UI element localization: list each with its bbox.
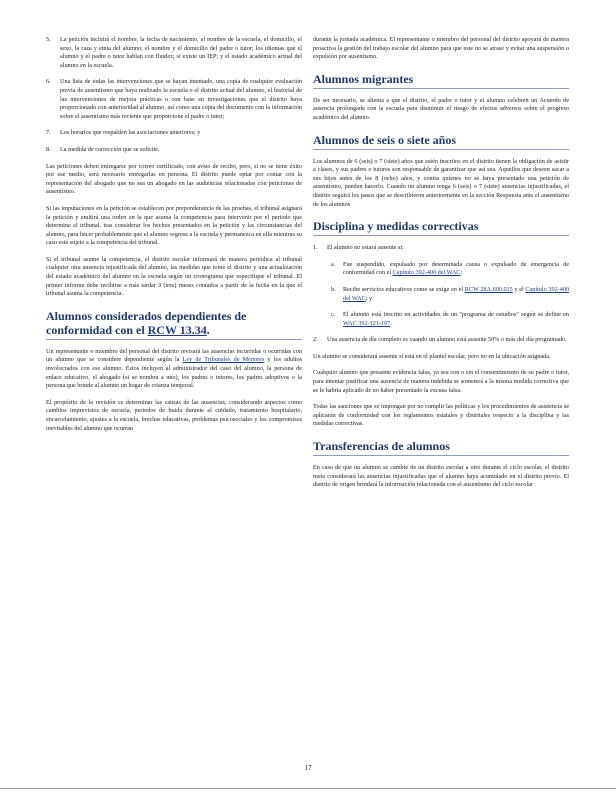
paragraph-academic-day: durante la jornada académica. El representante o miembro del personal del distrito apoyará de manera proactiva la gestión del trabajo escolar del alumno para que este no se atrase y evitar una suspensión o expulsión por ausentismo.	[313, 36, 569, 61]
list-item-6	[46, 78, 302, 121]
sub-letter: b.	[331, 285, 336, 293]
sub-text-part: Recibe servicios educativos como se exige en el	[343, 285, 464, 293]
paragraph-text: Un representante o miembro del personal del distrito revisará las ausencias incurridas o ocurridas con un alumno que se considere dependiente según la	[46, 347, 302, 364]
sub-item-b	[331, 286, 569, 303]
sub-item-c	[331, 311, 569, 328]
heading-dependent-students	[46, 309, 302, 340]
heading-text: Alumnos considerados dependientes de conformidad con el	[46, 308, 247, 337]
heading-transfers: Transferencias de alumnos	[313, 439, 569, 456]
list-number: 7.	[46, 129, 51, 137]
sub-text-part: y el	[514, 285, 524, 293]
paragraph-imputations: Si las imputaciones en la petición se establecen por preponderancia de las pruebas, el tribunal asignará la petición y emitirá una orden en la que asuma la competencia para intervenir por el periodo que determine el tribunal, tras considerar los hechos presentados en la petición y las circunstancias del alumno, para hacer probablemente que el alumno regrese a la escuela y permanezca en ella mientras su caso está sujeto a la competencia del tribunal.	[46, 204, 302, 247]
sub-item-a	[331, 261, 569, 278]
list-text: Una lista de todas las intervenciones que se hayan intentado, una copia de cualquier evaluación previa de ausentismo que haya realizado la escuela o el distrito actual del alumno, el historial de las intervenciones de mejora prácticas o con base en investigaciones que el distrito haya proporcionado con anterioridad al alumno, así como una copia del documento con la información sobre el ausentismo más reciente que proporcione el padre o tutor;	[60, 78, 302, 120]
sub-text-part: .	[390, 319, 392, 327]
juvenile-court-law-link[interactable]: Ley de Tribunales de Menores	[182, 356, 265, 364]
heading-period: .	[206, 322, 210, 337]
list-item-7	[46, 129, 302, 138]
paragraph-transfers: En caso de que un alumno se cambie de un distrito escolar a otro durante el ciclo escolar, el distrito meta considerará las ausencias injustificadas que el alumno haya acumulado en el distrito previo. El distrito de origen brindará la información relacionada con el ausentismo del ciclo escolar	[313, 464, 569, 489]
sub-text-part: El alumno está inscrito en actividades de un "programa de estudios" según se define en	[343, 311, 569, 319]
rcw-28a-link[interactable]: RCW 28A.600.015	[464, 285, 513, 293]
wac-392-121-link[interactable]: WAC 392-121-107	[343, 319, 391, 327]
paragraph-six-seven-years: Los alumnos de 6 (seis) o 7 (siete) años que estén inscritos en el distrito tienen la obligación de asistir a clases, y sus padres o tutores son responsable de garantizar que así sea. Aquellos que deseen sacar a sus hijos antes de los 8 (ocho) años, y contra quienes no se haya presentado una petición de ausentismo, pueden hacerlo. Cuando un alumno tenga 6 (seis) o 7 (siete) ausencias injustificadas, el distrito seguirá los pasos que se describieron anteriormente en la sección Respuesta ante el ausentismo de los alumnos	[313, 157, 569, 208]
rcw-13-34-link[interactable]: RCW 13.34	[147, 322, 207, 337]
sub-text-part: Fue suspendido, expulsado por determinada causa o expulsado de emergencia de conformidad con el	[343, 260, 569, 277]
heading-six-seven-years: Alumnos de seis o siete años	[313, 133, 569, 150]
left-column	[46, 36, 302, 441]
paragraph-sanctions: Todas las sanciones que se impongan por no cumplir las políticas y los procedimientos de asistencia se aplicarán de conformidad con los reglamentos estatales y distritales respecto a la disciplina y las medidas correctivas.	[313, 403, 569, 428]
paragraph-migrant: De ser necesario, se alienta a que el distrito, el padre o tutor y el alumno celebren un Acuerdo de ausencia prolongada con la escuela para disminuir el riesgo de efectos adversos sobre el progreso académico del alumno.	[313, 96, 569, 121]
heading-discipline: Disciplina y medidas correctivas	[313, 219, 569, 236]
discipline-item-1	[313, 244, 569, 253]
paragraph-court-competence: Si el tribunal asume la competencia, el distrito escolar informará de manera periódica al tribunal cualquier otra ausencia injustificada del alumno, las medidas que tome el distrito y una actualización del estado académico del alumno en la escuela según un cronograma que especifique el tribunal. El primer informe debe recibirse a más tardar 3 (tres) meses contados a partir de la fecha en la que el tribunal asuma la competencia.	[46, 255, 302, 298]
list-number: 8.	[46, 145, 51, 153]
sub-text	[343, 286, 569, 303]
list-text: La petición incluirá el nombre, la fecha de nacimiento, el nombre de la escuela, el domicilio, el sexo, la raza y etnia del alumno; el nombre y el domicilio del padre o tutor; los idiomas que el alumno y el padre o tutor hablan con fluidez; si existe un IEP; y el estado académico actual del alumno en la escuela.	[60, 36, 302, 69]
list-number: 6.	[46, 78, 51, 86]
list-number: 1.	[313, 244, 318, 252]
paragraph-dependent-review	[46, 348, 302, 391]
sub-text-part: ;	[460, 269, 463, 277]
right-column	[313, 36, 569, 498]
paragraph-on-campus-absent: Un alumno se considerará ausente si está en el plantel escolar, pero no en la ubicación asignada.	[313, 352, 551, 360]
list-text: La medida de corrección que se solicite.	[60, 145, 160, 153]
sub-letter: c.	[331, 311, 336, 319]
list-text: Una ausencia de día completo es cuando un alumno está ausente 50% o más del día programado.	[327, 336, 567, 344]
paragraph-review-purpose: El propósito de la revisión es determinar las causas de las ausencias, considerando aspectos como cambios imprevistos de escuela, periodos de huida durante el cuidado, tratamiento hospitalario, encarcelamiento, ajustes a la escuela, brechas educativas, problemas psicosociales y los compromisos inevitables del alumno que ocurran	[46, 398, 302, 432]
page-number: 17	[304, 764, 312, 772]
sub-text	[343, 261, 569, 278]
list-text: Los horarios que respalden las asociaciones anteriores; y	[60, 129, 201, 137]
sub-text	[343, 311, 569, 328]
discipline-item-2	[313, 336, 569, 345]
list-item-8	[46, 146, 302, 155]
list-number: 2.	[313, 336, 318, 344]
list-text: El alumno no estará ausente si:	[327, 244, 404, 252]
wac-392-400-link[interactable]: Capítulo 392-400 del WAC	[392, 269, 461, 277]
sub-letter: a.	[331, 260, 336, 268]
list-number: 5.	[46, 36, 51, 43]
list-item-5	[46, 36, 302, 70]
paragraph-petitions-delivery: Las peticiones deben entregarse por correo certificado, con aviso de recibo, pero, si no se tiene éxito por ese medio, será necesario entregarlas en persona. El distrito puede optar por contar con la representación del abogado que no sea un abogado en las audiencias relacionadas con peticiones de ausentismo.	[46, 162, 302, 196]
paragraph-text: y los adultos involucrados con ese alumno. Estos incluyen al administrador del caso del alumno, la persona de enlace educativo, el abogado (si se nombra a uno), los padres o tutores, los padres adoptivos o la persona que brinde al alumno un hogar de crianza temporal.	[46, 356, 303, 390]
sub-text-part: ; y	[365, 294, 373, 302]
wac-392-400-link-2[interactable]: Capítulo 392-400 del WAC	[343, 285, 570, 302]
paragraph-false-evidence: Cualquier alumno que presente evidencia falsa, ya sea con o sin el consentimiento de su padre o tutor, para intentar justificar una ausencia de manera indebida se someterá a la misma medida correctiva que se le habría aplicado de no haber presentado la excusa falsa.	[313, 369, 569, 394]
heading-migrant-students: Alumnos migrantes	[313, 72, 569, 89]
footer-divider	[0, 788, 616, 789]
